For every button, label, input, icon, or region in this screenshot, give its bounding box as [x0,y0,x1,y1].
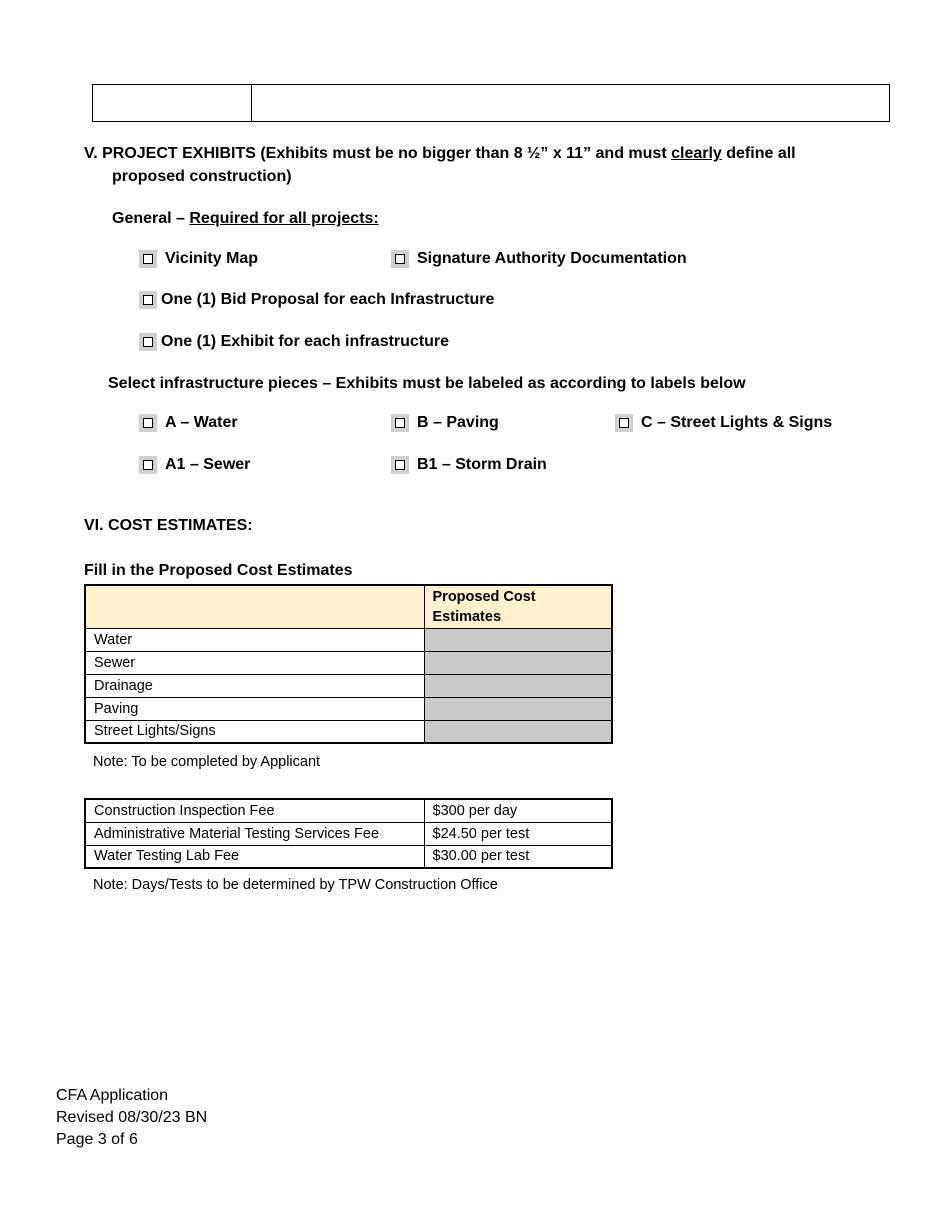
bid-proposal-label: One (1) Bid Proposal for each Infrastructure [161,291,495,308]
table-row [85,628,612,651]
paving-estimate-input[interactable] [424,697,612,720]
fill-cost-label: Fill in the Proposed Cost Estimates [84,562,353,579]
checkbox[interactable] [391,250,409,268]
street-lights-estimate-input[interactable] [424,720,612,743]
checkbox[interactable] [391,456,409,474]
general-label-pre: General – [112,210,190,227]
checkbox-square-icon [395,460,405,470]
water-option[interactable] [139,414,238,432]
exhibit-label: One (1) Exhibit for each infrastructure [161,333,450,350]
storm-drain-option[interactable] [391,456,547,474]
checkbox[interactable] [139,250,157,268]
drainage-estimate-input[interactable] [424,674,612,697]
water-label: A – Water [165,414,238,431]
checkbox-square-icon [395,418,405,428]
paving-label: B – Paving [417,414,499,431]
section-v-heading-line2: proposed construction) [112,168,292,185]
checkbox-square-icon [143,254,153,264]
storm-drain-label: B1 – Storm Drain [417,456,547,473]
vicinity-map-option[interactable] [139,250,258,268]
header-blank-cell [85,585,424,628]
fee-note: Note: Days/Tests to be determined by TPW Construction Office [93,877,498,893]
table-header-row [85,585,612,628]
fee-value: $24.50 per test [424,822,612,845]
section-v-heading [84,145,796,163]
general-label [112,210,379,228]
section-v-heading-clearly: clearly [671,145,722,162]
street-lights-label: C – Street Lights & Signs [641,414,833,431]
cost-estimate-table [84,584,613,744]
fee-value: $30.00 per test [424,845,612,868]
table-row [85,651,612,674]
table-row [85,674,612,697]
row-label: Paving [85,697,424,720]
select-infrastructure-label: Select infrastructure pieces – Exhibits must be labeled as according to labels below [108,375,746,392]
sewer-option[interactable] [139,456,250,474]
checkbox[interactable] [139,414,157,432]
checkbox-square-icon [143,337,153,347]
fee-table [84,798,613,869]
exhibit-option[interactable] [139,333,449,351]
table-divider [251,85,252,121]
water-estimate-input[interactable] [424,628,612,651]
table-row [85,799,612,822]
checkbox-square-icon [619,418,629,428]
checkbox-square-icon [143,460,153,470]
checkbox[interactable] [139,456,157,474]
bid-proposal-option[interactable] [139,291,494,309]
fee-value: $300 per day [424,799,612,822]
sewer-label: A1 – Sewer [165,456,251,473]
estimate-note: Note: To be completed by Applicant [93,754,321,770]
proposed-cost-header [424,585,612,628]
fee-name: Construction Inspection Fee [85,799,424,822]
footer-page-number: Page 3 of 6 [56,1131,138,1148]
checkbox-square-icon [143,418,153,428]
footer-doc-name: CFA Application [56,1087,169,1104]
footer-revision: Revised 08/30/23 BN [56,1109,208,1126]
section-vi-heading: VI. COST ESTIMATES: [84,517,253,534]
signature-authority-option[interactable] [391,250,687,268]
table-row [85,720,612,743]
sewer-estimate-input[interactable] [424,651,612,674]
general-label-required: Required for all projects: [189,210,379,227]
header-line2: Estimates [432,609,502,626]
fee-name: Water Testing Lab Fee [85,845,424,868]
header-line1: Proposed Cost [432,589,536,606]
section-v-heading-post: define all [721,145,796,162]
page-footer [56,1085,207,1151]
signature-authority-label: Signature Authority Documentation [417,250,687,267]
row-label: Street Lights/Signs [85,720,424,743]
table-row [85,697,612,720]
row-label: Drainage [85,674,424,697]
continued-table [92,84,890,122]
checkbox[interactable] [391,414,409,432]
checkbox[interactable] [139,291,157,309]
street-lights-option[interactable] [615,414,832,432]
row-label: Sewer [85,651,424,674]
checkbox[interactable] [615,414,633,432]
vicinity-map-label: Vicinity Map [165,250,259,267]
paving-option[interactable] [391,414,499,432]
checkbox[interactable] [139,333,157,351]
fee-name: Administrative Material Testing Services Fee [85,822,424,845]
table-row [85,822,612,845]
section-v-heading-pre: V. PROJECT EXHIBITS (Exhibits must be no bigger than 8 ½” x 11” and must [84,145,672,162]
table-row [85,845,612,868]
row-label: Water [85,628,424,651]
checkbox-square-icon [143,295,153,305]
checkbox-square-icon [395,254,405,264]
